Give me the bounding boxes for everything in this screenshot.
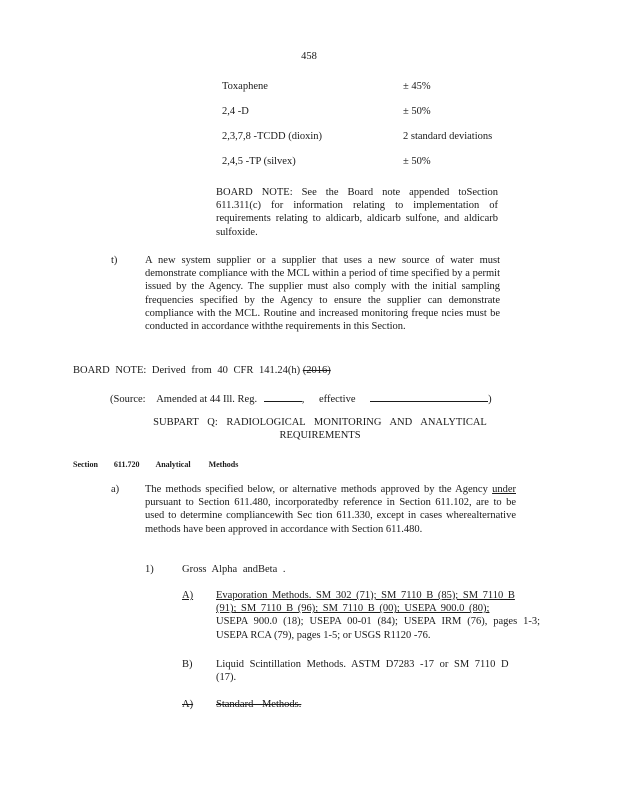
item-B-text: Liquid Scintillation Methods. ASTM D7283 -17 or SM 7110 D (17). [216, 659, 509, 684]
item-A-line1: Evaporation Methods. SM 302 (71); SM 7110 B (85); SM 7110 B [216, 590, 515, 601]
section-title-word1: Analytical [155, 460, 191, 469]
register-page-blank [264, 391, 302, 402]
contaminant-name: 2,3,7,8 -TCDD (dioxin) [222, 131, 323, 142]
item-B-label: B) [182, 659, 193, 670]
section-number: 611.720 [113, 460, 140, 469]
board-note-aldicarb: BOARD NOTE: See the Board note appended toSection 611.311(c) for information relating to implementation of requirements relating to aldicarb, aldicarb sulfone, and aldicarb sulfoxide. [216, 187, 498, 238]
item-a-underlined: under [492, 484, 516, 495]
item-1-text: Gross Alpha andBeta . [182, 564, 286, 575]
section-title-word2: Methods [208, 460, 239, 469]
item-A-line2: (91); SM 7110 B (96); SM 7110 B (00); USEPA 900.0 (80); [216, 603, 490, 615]
source-prefix: (Source: [110, 394, 146, 405]
contaminant-name: 2,4 -D [222, 106, 249, 117]
table-row [222, 155, 522, 168]
table-row [222, 80, 522, 93]
source-amended: Amended at 44 Ill. Reg. [156, 394, 258, 405]
subpart-title-line1: SUBPART Q: RADIOLOGICAL MONITORING AND ANALYTICAL [153, 417, 487, 428]
table-row [222, 105, 522, 118]
item-A-label: A) [182, 590, 194, 601]
section-heading [73, 458, 238, 471]
table-row [222, 130, 522, 143]
tolerance-value: 2 standard deviations [403, 131, 493, 142]
item-A2-text: Standard Methods. [216, 699, 302, 710]
struck-year: (2016) [302, 365, 331, 376]
tolerance-value: ± 50% [403, 156, 431, 167]
source-suffix: ) [488, 394, 492, 405]
item-1-label: 1) [145, 564, 154, 575]
subpart-title-line2: REQUIREMENTS [279, 430, 361, 442]
source-comma: , [301, 394, 305, 405]
subpart-title [100, 416, 540, 442]
item-A-rest: USEPA 900.0 (18); USEPA 00-01 (84); USEPA IRM (76), pages 1-3; USEPA RCA (79), pages 1-5; or USGS R1120 -76. [216, 616, 540, 641]
section-word: Section [73, 460, 98, 469]
effective-date-blank [370, 391, 488, 402]
item-a-text-after: pursuant to Section 611.480, incorporatedby reference in Section 611.102, are to be used to determine compliancewith Sec tion 611.330, except in cases wherealternative methods have been approved in accordance with Section 611.480. [145, 497, 516, 535]
item-A-text [216, 589, 540, 642]
contaminant-name: Toxaphene [222, 81, 268, 92]
board-note-derived-text: BOARD NOTE: Derived from 40 CFR 141.24(h) [73, 365, 301, 376]
page-number: 458 [301, 51, 317, 62]
item-t-label: t) [111, 255, 118, 266]
item-A2-label: A) [182, 699, 194, 710]
tolerance-value: ± 45% [403, 81, 431, 92]
board-note-derived [73, 364, 331, 377]
source-effective: effective [318, 394, 356, 405]
item-a-label: a) [111, 484, 120, 495]
item-t-text: A new system supplier or a supplier that uses a new source of water must demonstrate compliance with the MCL within a period of time specified by a permit issued by the Agency. The supplier must also comply with the initial sampling frequencies specified by the Agency to ensure the supplier can demonstrate compliance with the MCL. Routine and increased monitoring freque ncies must be conducted in accordance withthe requirements in this Section. [145, 255, 500, 333]
source-line [110, 391, 492, 406]
item-a-text [145, 483, 516, 536]
item-a-text-before: The methods specified below, or alternative methods approved by the Agency [145, 484, 488, 495]
contaminant-name: 2,4,5 -TP (silvex) [222, 156, 296, 167]
tolerance-value: ± 50% [403, 106, 431, 117]
